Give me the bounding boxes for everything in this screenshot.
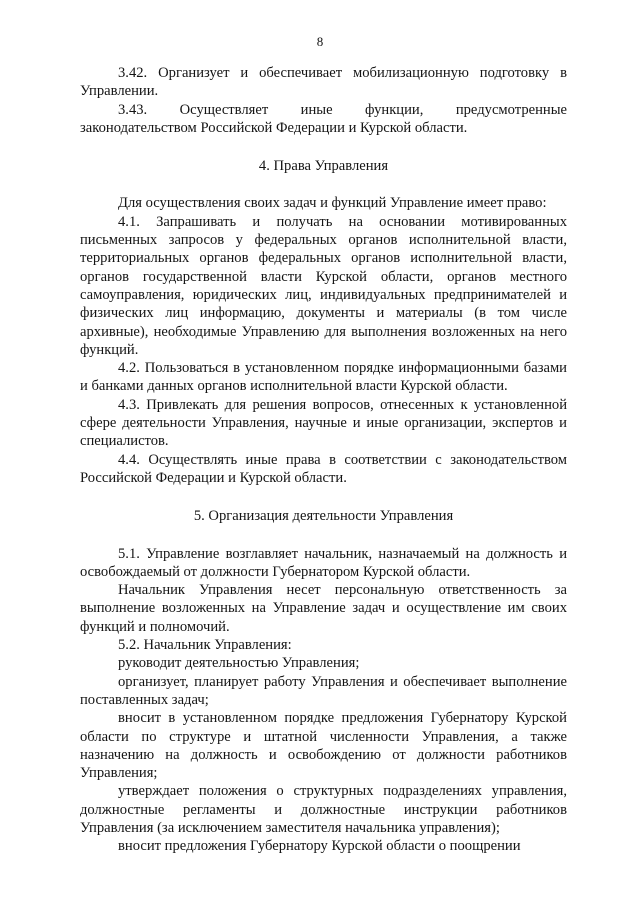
- section-heading-5: 5. Организация деятельности Управления: [193, 508, 454, 525]
- duty-item: руководит деятельностью Управления;: [118, 655, 360, 672]
- paragraph-4-3: 4.3. Привлекать для решения вопросов, отнесенных к установленной сфере деятельности Управления, научные и иные организации, экспертов и специалистов.: [80, 396, 567, 450]
- paragraph-4-4: 4.4. Осуществлять иные права в соответствии с законодательством Российской Федерации и Курской области.: [80, 451, 567, 486]
- duty-item: организует, планирует работу Управления и обеспечивает выполнение поставленных задач;: [80, 673, 567, 708]
- document-body: [80, 64, 567, 856]
- paragraph-5-1: 5.1. Управление возглавляет начальник, назначаемый на должность и освобождаемый от должности Губернатором Курской области.: [80, 545, 567, 580]
- paragraph-3-43: 3.43. Осуществляет иные функции, предусмотренные законодательством Российской Федерации и Курской области.: [80, 101, 567, 136]
- duty-item: вносит предложения Губернатору Курской области о поощрении: [118, 838, 521, 855]
- paragraph-4-1: 4.1. Запрашивать и получать на основании мотивированных письменных запросов у федеральных органов исполнительной власти, территориальных органов федеральных органов исполнительной власти, органов государственной власти Курской области, органов местного самоуправления, юридических лиц, индивидуальных предпринимателей и физических лиц информацию, документы и материалы (в том числе архивные), необходимые Управлению для выполнения возложенных на него функций.: [80, 213, 567, 358]
- paragraph-5-1-responsibility: Начальник Управления несет персональную ответственность за выполнение возложенных на Управление задач и осуществление им своих функций и полномочий.: [80, 582, 567, 635]
- section-heading-4: 4. Права Управления: [258, 158, 389, 175]
- duty-item: вносит в установленном порядке предложения Губернатору Курской области по структуре и штатной численности Управления, а также назначению на должность и освобождению от должности работников Управления;: [80, 710, 567, 782]
- page-number: 8: [316, 34, 324, 49]
- paragraph-4-intro: Для осуществления своих задач и функций Управление имеет право:: [118, 195, 547, 212]
- duty-item: утверждает положения о структурных подразделениях управления, должностные регламенты и должностные инструкции работников Управления (за исключением заместителя начальника управления);: [80, 783, 567, 836]
- paragraph-3-42: 3.42. Организует и обеспечивает мобилизационную подготовку в Управлении.: [80, 65, 567, 100]
- paragraph-4-2: 4.2. Пользоваться в установленном порядке информационными базами и банками данных органов исполнительной власти Курской области.: [80, 360, 567, 395]
- paragraph-5-2: 5.2. Начальник Управления:: [118, 637, 292, 654]
